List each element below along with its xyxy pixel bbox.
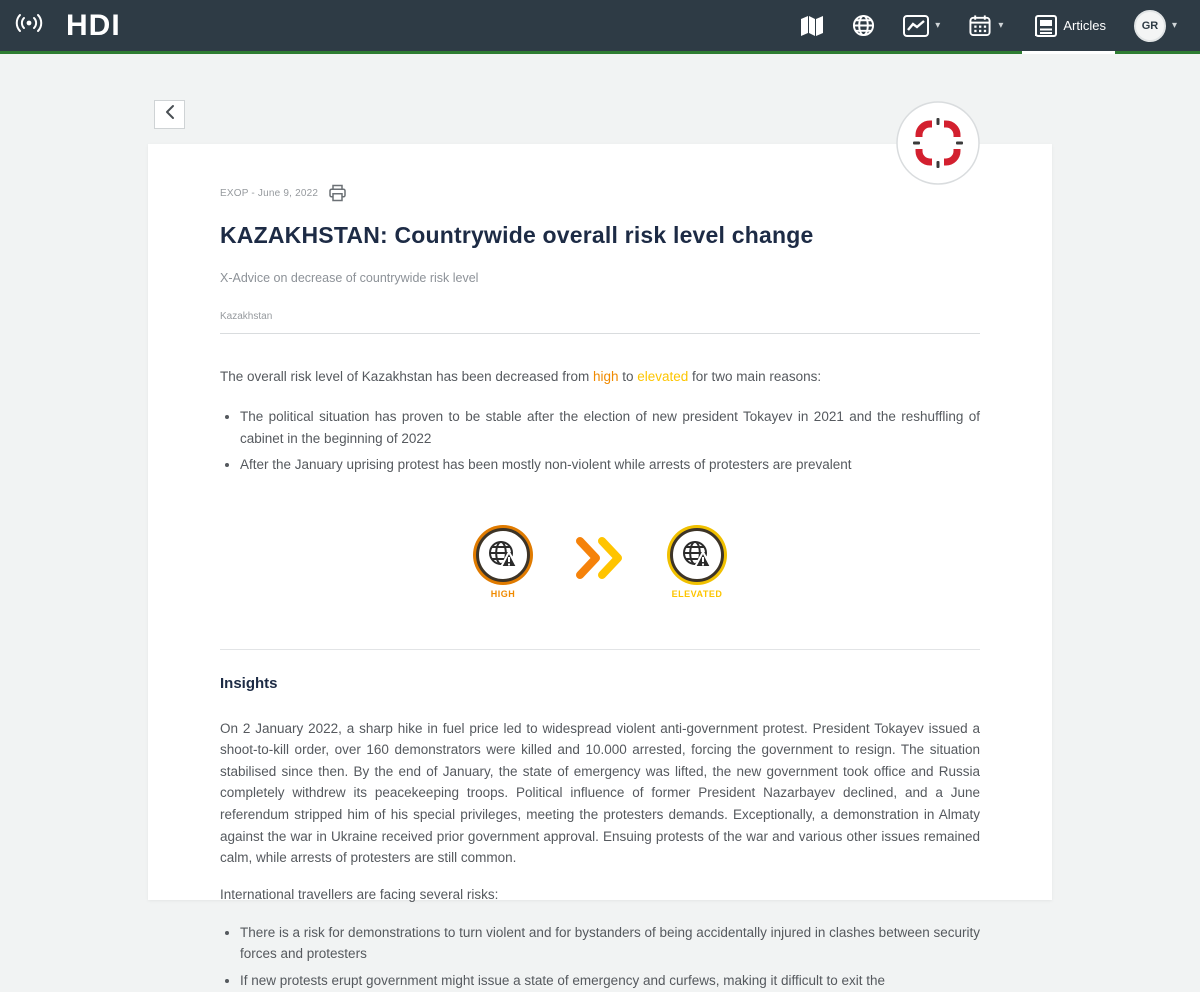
- nav-user-menu[interactable]: [1125, 0, 1186, 51]
- divider: [220, 649, 980, 650]
- nav-calendar-button[interactable]: [959, 0, 1012, 51]
- hdi-logo: HDI: [66, 8, 121, 42]
- divider: [220, 333, 980, 334]
- risk-badge-to: [670, 528, 724, 599]
- back-button[interactable]: [154, 100, 185, 129]
- list-item: • There is a risk for demonstrations to turn violent and for bystanders of being accidentally injured in clashes between security forces and protesters: [240, 922, 980, 965]
- chevron-left-icon: [164, 104, 176, 125]
- insights-heading: Insights: [220, 674, 278, 692]
- nav-globe-button[interactable]: [843, 0, 884, 51]
- risk-list: [240, 922, 980, 992]
- risk-badge-from: [476, 528, 530, 599]
- print-button[interactable]: [328, 184, 347, 202]
- article-title: KAZAKHSTAN: Countrywide overall risk level change: [220, 222, 814, 248]
- map-icon: [800, 15, 824, 37]
- risk-change-graphic: [220, 528, 980, 599]
- risk-level-elevated-word: elevated: [637, 369, 689, 384]
- printer-icon: [328, 184, 347, 202]
- risk-from-label: HIGH: [490, 588, 516, 599]
- list-item: • The political situation has proven to be stable after the election of new president Tokayev in 2021 and the reshuffling of cabinet in the beginning of 2022: [240, 406, 980, 449]
- nav-trends-button[interactable]: [894, 0, 949, 51]
- avatar[interactable]: GR: [1134, 10, 1166, 42]
- intro-text: for two main reasons:: [688, 369, 822, 384]
- risk-globe-icon: [476, 528, 530, 582]
- intro-paragraph: [220, 367, 980, 388]
- country-tag: Kazakhstan: [220, 311, 273, 322]
- risks-intro: International travellers are facing several risks:: [220, 886, 499, 902]
- exop-logo: [896, 101, 980, 185]
- risk-to-label: ELEVATED: [671, 588, 723, 599]
- reason-list: [240, 406, 980, 476]
- article-card: [148, 144, 1052, 989]
- article-meta: EXOP - June 9, 2022: [220, 187, 319, 199]
- nav-articles-tab[interactable]: [1022, 0, 1115, 51]
- top-navbar: [0, 0, 1200, 54]
- double-chevron-icon: [574, 537, 626, 584]
- insights-paragraph: On 2 January 2022, a sharp hike in fuel price led to widespread violent anti-government protest. President Tokayev issued a shoot-to-kill order, over 160 demonstrators were killed and 10.000 arrested, forcing the government to resign. The situation stabilised since then. By the end of January, the state of emergency was lifted, the new government took office and Russia completely withdrew its peacekeeping troops. Political influence of former President Nazarbayev declined, and a June referendum stripped him of his special privileges, meeting the protesters demands. Exceptionally, a demonstration in Almaty against the war in Ukraine received prior government approval. Ensuing protests of the war and various other issues remained calm, while arrests of protesters are still common.: [220, 720, 980, 866]
- page-body: [0, 54, 1200, 989]
- risk-level-high-word: high: [592, 369, 619, 384]
- chevron-down-icon: ▾: [1171, 19, 1177, 31]
- risk-globe-icon: [670, 528, 724, 582]
- broadcast-icon[interactable]: [14, 11, 44, 40]
- nav-map-button[interactable]: [791, 0, 833, 51]
- chevron-down-icon: ▾: [998, 19, 1004, 31]
- globe-icon: [852, 14, 875, 37]
- articles-icon: [1031, 15, 1057, 37]
- navbar-menu: [791, 0, 1200, 51]
- chevron-down-icon: ▾: [935, 19, 941, 31]
- article-subtitle: X-Advice on decrease of countrywide risk level: [220, 271, 479, 285]
- list-item: • If new protests erupt government might issue a state of emergency and curfews, making it difficult to exit the: [240, 970, 980, 992]
- articles-label: Articles: [1063, 18, 1106, 33]
- list-item: • After the January uprising protest has been mostly non-violent while arrests of protesters are prevalent: [240, 454, 980, 476]
- line-chart-icon: [903, 15, 929, 37]
- calendar-icon: [968, 14, 992, 37]
- intro-text: The overall risk level of Kazakhstan has been decreased from: [220, 369, 593, 384]
- intro-text: to: [618, 369, 638, 384]
